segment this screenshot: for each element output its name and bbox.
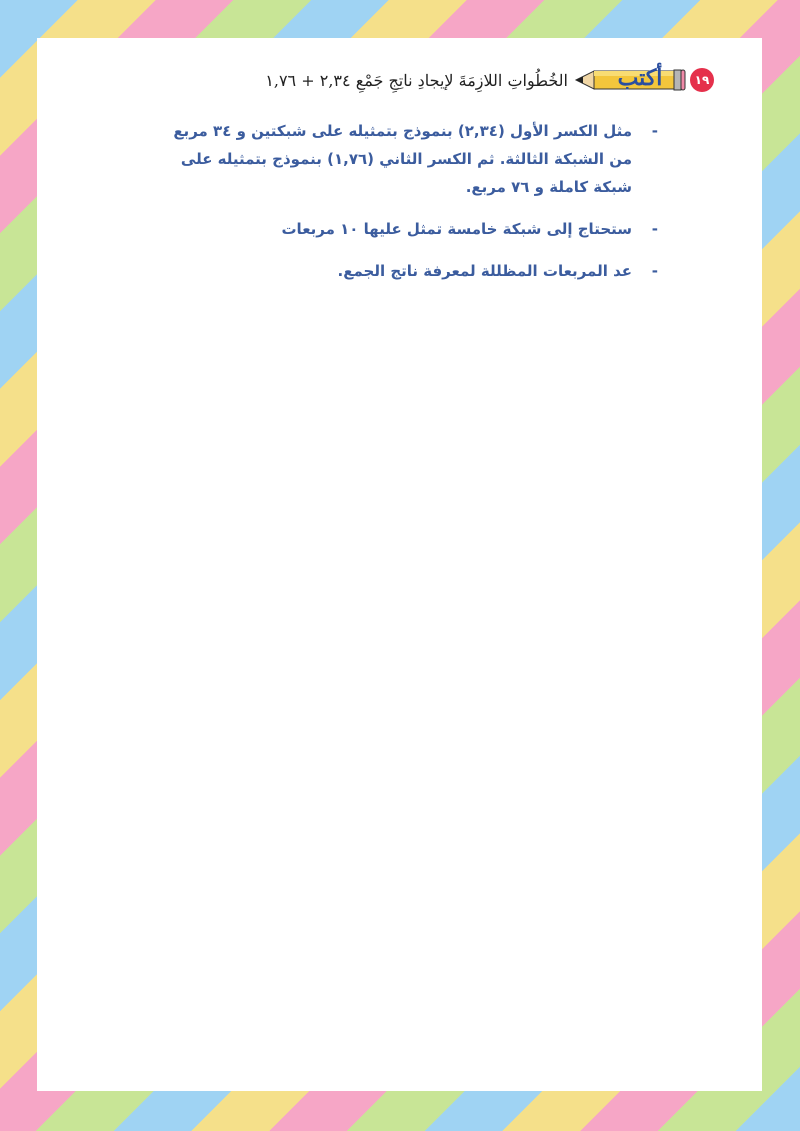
answer-item <box>152 215 658 243</box>
answer-item <box>152 117 658 201</box>
answer-item <box>152 257 658 285</box>
answer-text: مثل الكسر الأول (٢,٣٤) بنموذج بتمثيله على شبكتين و ٣٤ مربع من الشبكة الثالثة. ثم الكسر الثاني (١,٧٦) بنموذج بتمثيله على شبكة كاملة و ٧٦ مربع. <box>173 122 632 196</box>
write-label: أكتب <box>617 65 663 91</box>
answer-text: عد المربعات المظللة لمعرفة ناتج الجمع. <box>337 262 632 280</box>
question-number-badge: ١٩ <box>690 68 714 92</box>
bullet-dash: - <box>651 122 658 140</box>
question-prompt: الخُطُواتِ اللازِمَةَ لإيجادِ ناتِجِ جَمْعِ ٢,٣٤ + ١,٧٦ <box>265 70 568 90</box>
bullet-dash: - <box>651 262 658 280</box>
bullet-dash: - <box>651 220 658 238</box>
answer-text: ستحتاج إلى شبكة خامسة تمثل عليها ١٠ مربعات <box>281 220 632 238</box>
pencil-icon <box>574 63 686 97</box>
answer-list <box>152 117 658 299</box>
question-header <box>265 62 714 98</box>
